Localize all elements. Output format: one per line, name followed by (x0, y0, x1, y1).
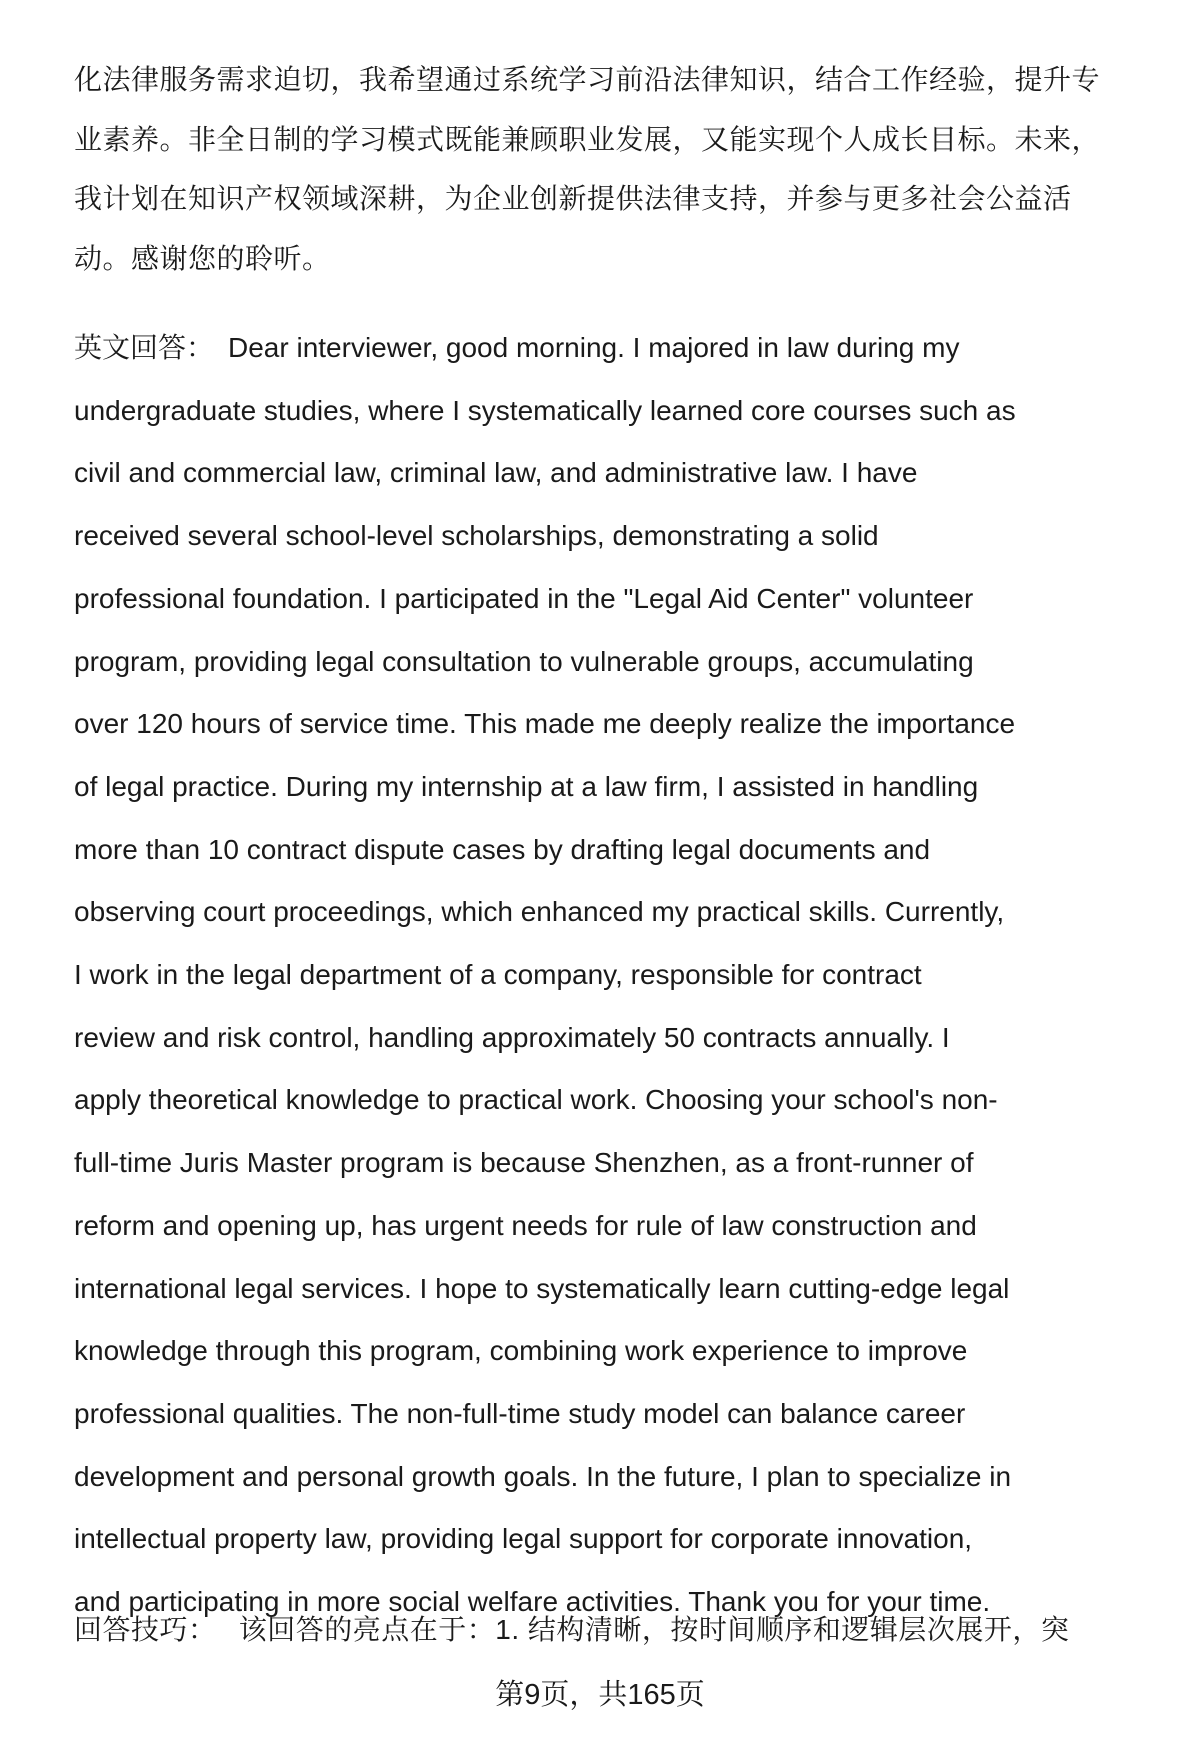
english-answer-text: development and personal growth goals. In the future, I plan to specialize in (74, 1460, 1012, 1492)
english-answer-line (74, 1020, 950, 1056)
english-answer-text: program, providing legal consultation to vulnerable groups, accumulating (74, 645, 974, 677)
english-answer-line (74, 706, 1015, 742)
english-answer-text: over 120 hours of service time. This made me deeply realize the importance (74, 708, 1016, 740)
english-answer-text: professional foundation. I participated in the "Legal Aid Center" volunteer (74, 582, 974, 614)
english-answer-line (74, 1271, 1009, 1307)
english-answer-text: I work in the legal department of a company, responsible for contract (74, 959, 922, 990)
english-answer-line (74, 1082, 998, 1118)
tips-paragraph (74, 1612, 1069, 1648)
english-answer-text: more than 10 contract dispute cases by drafting legal documents and (74, 833, 931, 865)
english-answer-line (74, 1459, 1011, 1495)
english-answer-line (74, 769, 978, 805)
english-answer-text: and participating in more social welfare activities. Thank you for your time. (74, 1586, 991, 1617)
tips-label: 回答技巧： (74, 1614, 217, 1645)
english-answer-text: professional qualities. The non-full-time study model can balance career (74, 1397, 966, 1429)
english-answer-line (74, 1333, 967, 1369)
english-answer-line (74, 581, 973, 617)
english-answer-text: knowledge through this program, combining work experience to improve (74, 1335, 968, 1367)
english-answer-text: observing court proceedings, which enhanced my practical skills. Currently, (74, 896, 1005, 928)
chinese-answer-line: 我计划在知识产权领域深耕，为企业创新提供法律支持，并参与更多社会公益活 (74, 183, 1072, 214)
english-answer-text: civil and commercial law, criminal law, and administrative law. I have (74, 457, 918, 489)
english-answer-line (74, 330, 959, 366)
english-answer-text: received several school-level scholarships, demonstrating a solid (74, 520, 879, 552)
chinese-answer-line: 化法律服务需求迫切，我希望通过系统学习前沿法律知识，结合工作经验，提升专 (74, 64, 1101, 95)
english-answer-line (74, 1208, 977, 1244)
english-answer-text: undergraduate studies, where I systematically learned core courses such as (74, 394, 1016, 426)
english-answer-line (74, 644, 974, 680)
english-answer-text: review and risk control, handling approximately 50 contracts annually. I (74, 1021, 950, 1053)
english-answer-line (74, 393, 1016, 429)
english-answer-text: full-time Juris Master program is because Shenzhen, as a front-runner of (74, 1147, 974, 1179)
chinese-answer-line: 业素养。非全日制的学习模式既能兼顾职业发展，又能实现个人成长目标。未来， (74, 124, 1101, 155)
english-answer-line (74, 455, 917, 491)
english-answer-line (74, 1396, 965, 1432)
english-answer-text: apply theoretical knowledge to practical work. Choosing your school's non- (74, 1084, 998, 1116)
english-answer-text: of legal practice. During my internship at a law firm, I assisted in handling (74, 770, 979, 802)
tips-text: 该回答的亮点在于：1. 结构清晰，按时间顺序和逻辑层次展开，突 (238, 1614, 1070, 1645)
english-answer-line (74, 894, 1004, 930)
english-answer-label: 英文回答： (74, 332, 215, 363)
chinese-answer-line: 动。感谢您的聆听。 (74, 243, 331, 274)
english-answer-text: intellectual property law, providing legal support for corporate innovation, (74, 1523, 973, 1555)
english-answer-text: reform and opening up, has urgent needs for rule of law construction and (74, 1209, 977, 1241)
english-answer-line (74, 957, 922, 993)
english-answer-line (74, 1145, 974, 1181)
english-answer-text: Dear interviewer, good morning. I majored in law during my (228, 332, 960, 363)
english-answer-text: international legal services. I hope to systematically learn cutting-edge legal (74, 1272, 1010, 1304)
page-number: 第9页，共165页 (495, 1679, 705, 1711)
english-answer-line (74, 832, 930, 868)
english-answer-line (74, 1521, 972, 1557)
english-answer-line (74, 518, 879, 554)
